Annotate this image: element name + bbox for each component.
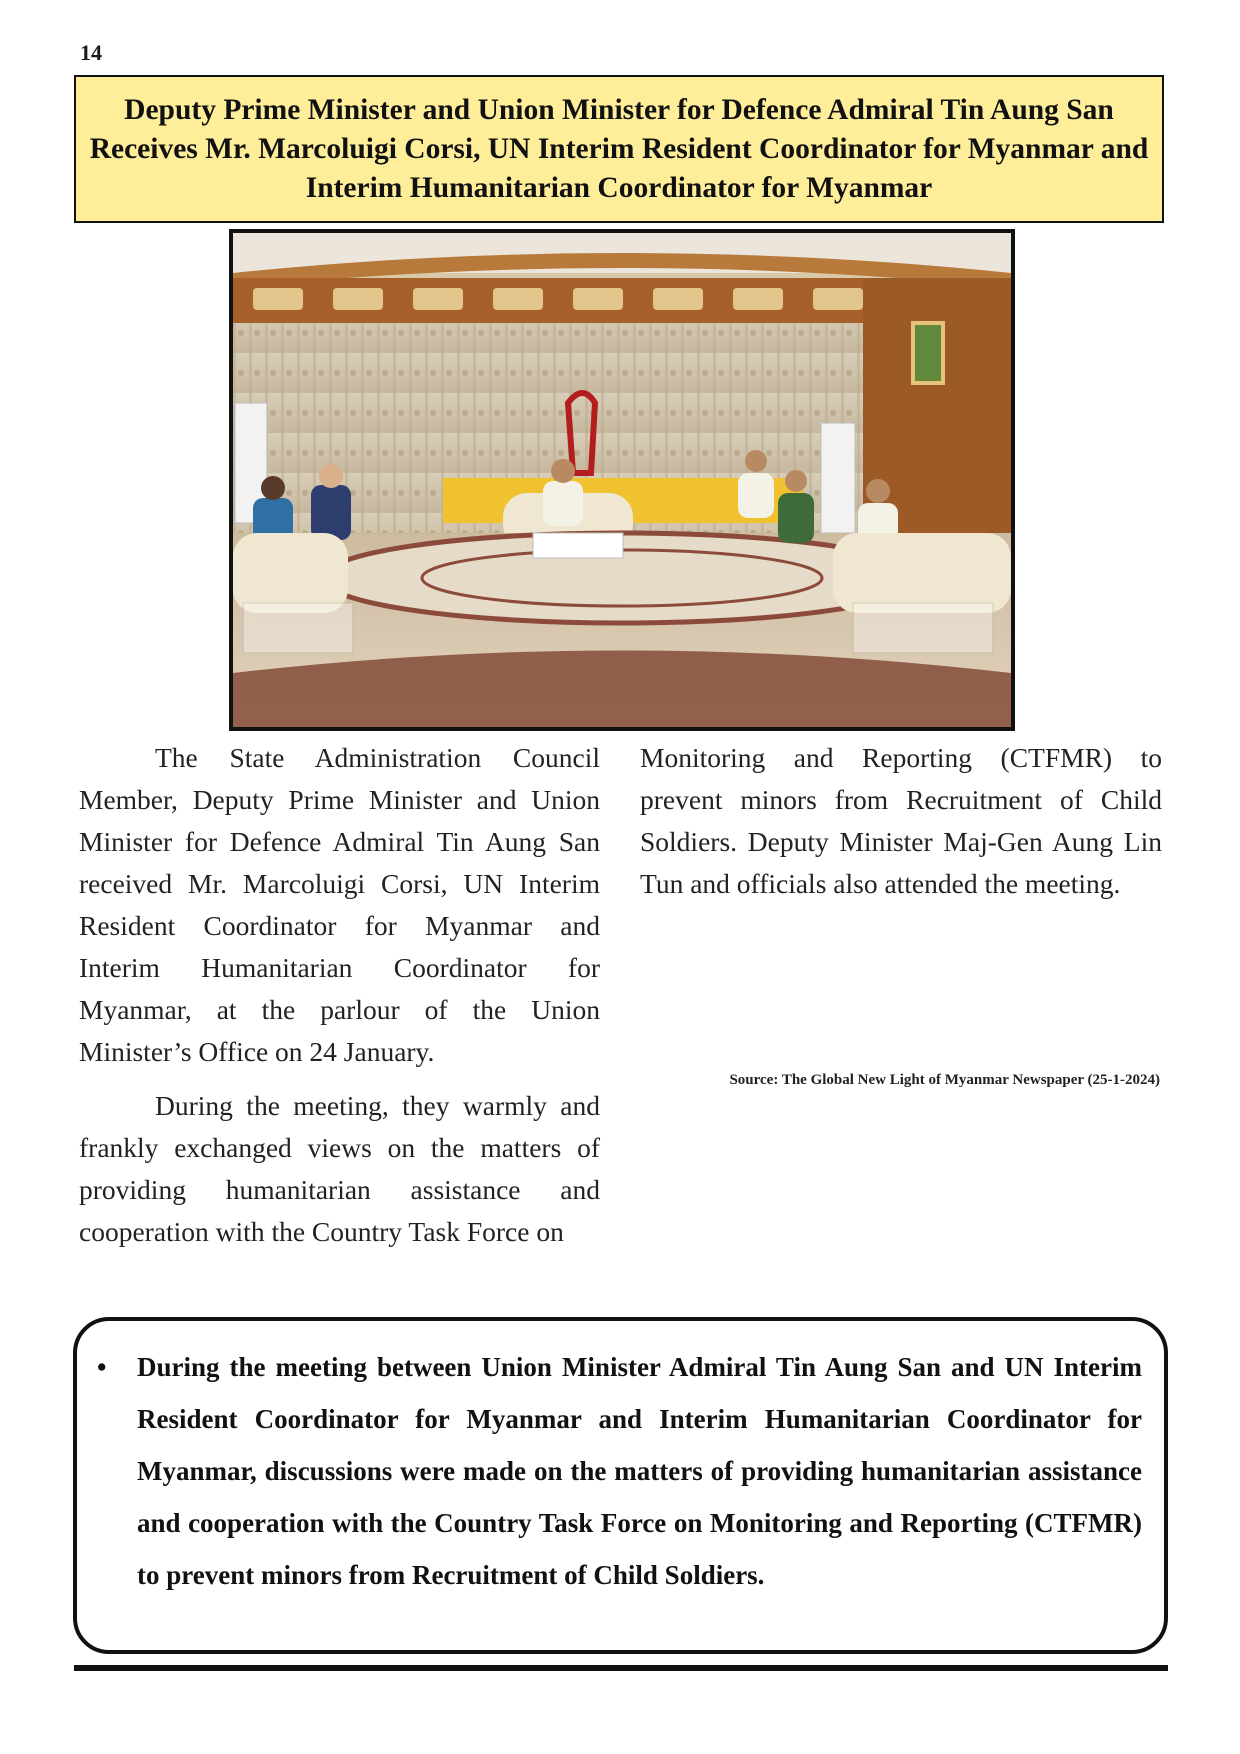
summary-box (73, 1317, 1168, 1654)
summary-item (97, 1341, 1142, 1601)
article-paragraph-2: During the meeting, they warmly and frankly exchanged views on the matters of providing humanitarian assistance and cooperation with the Country Task Force on (79, 1090, 600, 1247)
bullet-icon: • (97, 1352, 107, 1382)
article-column-left (79, 737, 600, 1253)
title-box (74, 75, 1164, 223)
meeting-photo (229, 229, 1015, 731)
article-paragraph-1: The State Administration Council Member, Deputy Prime Minister and Union Minister for Defence Admiral Tin Aung San received Mr. Marcoluigi Corsi, UN Interim Resident Coordinator for Myanmar and Interim Humanitarian Coordinator for Myanmar, at the parlour of the Union Minister’s Office on 24 January. (79, 742, 600, 1067)
source-citation: Source: The Global New Light of Myanmar Newspaper (25-1-2024) (729, 1072, 1160, 1088)
article-title: Deputy Prime Minister and Union Minister for Defence Admiral Tin Aung San Receives Mr. Marcoluigi Corsi, UN Interim Resident Coordinator for Myanmar and Interim Humanitarian Coordinator for Myanmar (89, 93, 1149, 204)
article-paragraph-2-continued: Monitoring and Reporting (CTFMR) to prevent minors from Recruitment of Child Soldiers. Deputy Minister Maj-Gen Aung Lin Tun and officials also attended the meeting. (640, 742, 1162, 899)
summary-list (97, 1341, 1142, 1601)
article-column-right (640, 737, 1162, 905)
page-number: 14 (80, 40, 102, 65)
summary-text: During the meeting between Union Minister Admiral Tin Aung San and UN Interim Resident Coordinator for Myanmar and Interim Humanitarian Coordinator for Myanmar, discussions were made on the matters of providing humanitarian assistance and cooperation with the Country Task Force on Monitoring and Reporting (CTFMR) to prevent minors from Recruitment of Child Soldiers. (137, 1352, 1142, 1590)
bottom-rule (74, 1665, 1168, 1671)
